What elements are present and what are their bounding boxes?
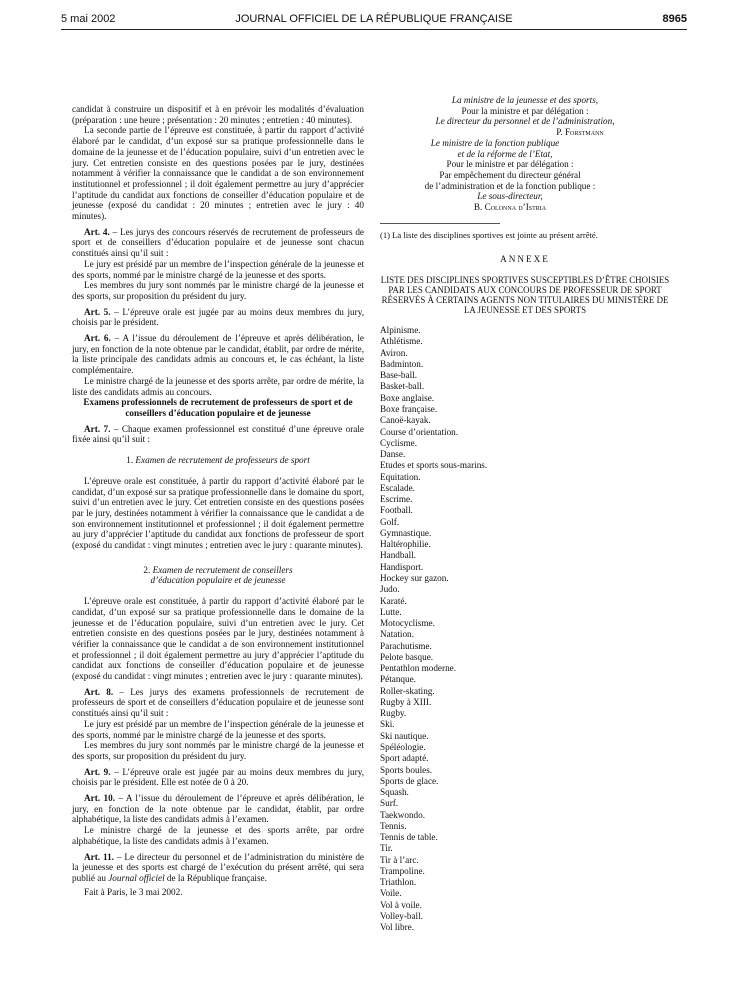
right-column: [380, 95, 670, 943]
discipline-item: Handisport.: [380, 561, 424, 572]
discipline-item: Sport adapté.: [380, 753, 429, 764]
signature-line: Par empêchement du directeur général: [439, 169, 581, 180]
discipline-item: Motocyclisme.: [380, 618, 435, 629]
page-header: [61, 13, 687, 29]
discipline-item: Ski.: [380, 719, 395, 730]
article-label: Art. 7.: [84, 423, 111, 434]
discipline-item: Canoë-kayak.: [380, 415, 431, 426]
discipline-item: Squash.: [380, 787, 409, 798]
article-label: Art. 6.: [84, 333, 111, 344]
discipline-item: Pentathlon moderne.: [380, 663, 457, 674]
article-text: – Chaque examen professionnel est constitué d’une épreuve orale fixée ainsi qu’il suit :: [72, 423, 364, 445]
article-label: Art. 11.: [84, 851, 114, 862]
page-number: 8965: [662, 13, 687, 25]
signature-line: de l’administration et de la fonction publique :: [424, 180, 596, 191]
discipline-item: Alpinisme.: [380, 325, 421, 336]
article-text: – L’épreuve orale est jugée par au moins deux membres du jury, choisis par le président.: [72, 306, 364, 328]
paragraph: L’épreuve orale est constituée, à partir du rapport d’activité élaboré par le candidat, d’un exposé sur sa pratique professionnelle dans le domaine de la jeunesse et de l’éducation populaire, suivi d’un entretien avec le jury. Cet entretien consiste en des questions posées par le jury, destinées notamment à vérifier la connaissance que le candidat a de son environnement institutionnel et professionnel ; il doit également permettre au jury d’apprécier l’aptitude du candidat aux fonctions de conseiller d’éducation populaire et de jeunesse (exposé du candidat : vingt minutes ; entretien avec le jury : quarante minutes).: [72, 596, 364, 682]
discipline-item: Ski nautique.: [380, 730, 429, 741]
discipline-item: Roller-skating.: [380, 685, 435, 696]
discipline-item: Sports de glace.: [380, 775, 439, 786]
footnote-rule: [380, 223, 598, 241]
discipline-item: Lutte.: [380, 606, 402, 617]
discipline-item: Tir.: [380, 843, 393, 854]
discipline-item: Boxe française.: [380, 404, 438, 414]
discipline-item: Badminton.: [380, 358, 424, 369]
article-text: – Les jurys des concours réservés de recrutement de professeurs de sport et de conseillers d’éducation populaire et de jeunesse sont chacun constitués ainsi qu’il suit :: [72, 226, 364, 259]
discipline-item: Escalade.: [380, 482, 415, 493]
discipline-item: Course d’orientation.: [380, 426, 459, 437]
article-11: [72, 852, 364, 884]
discipline-item: Triathlon.: [380, 877, 417, 888]
article-8: [72, 687, 364, 719]
discipline-list: [380, 325, 670, 933]
article-6: [72, 333, 364, 376]
subsection-number: 1.: [126, 455, 134, 466]
journal-reference: Journal officiel: [108, 873, 165, 883]
discipline-item: Golf.: [380, 516, 400, 527]
article-text: – L’épreuve orale est jugée par au moins deux membres du jury, choisis par le président. Elle est notée de 0 à 20.: [72, 766, 364, 788]
discipline-item: Vol libre.: [380, 922, 415, 933]
subsection-number: 2.: [143, 564, 151, 575]
discipline-item: Basket-ball.: [380, 381, 425, 392]
discipline-item: Cyclisme.: [380, 437, 418, 448]
paragraph: La seconde partie de l’épreuve est constituée, à partir du rapport d’activité élaboré par le candidat, d’un exposé sur sa pratique professionnelle dans le domaine de la jeunesse et de l’éducation populaire, suivi d’un entretien avec le jury. Cet entretien consiste en des questions posées par le jury, destinées notamment à vérifier la connaissance que le candidat a de son environnement institutionnel et professionnel ; il doit également permettre au jury d’apprécier l’aptitude du candidat aux fonctions de conseiller d’éducation populaire et de jeunesse (exposé du candidat : 20 minutes ; entretien avec le jury : 40 minutes).: [72, 125, 364, 222]
discipline-item: Equitation.: [380, 471, 421, 482]
discipline-item: Pelote basque.: [380, 651, 434, 662]
discipline-item: Spéléologie.: [380, 741, 426, 752]
paragraph: candidat à construire un dispositif et à en prévoir les modalités d’évaluation (préparation : une heure ; présentation : 20 minutes ; entretien : 40 minutes).: [72, 104, 364, 125]
annex-heading: ANNEXE: [500, 254, 550, 265]
discipline-item: Judo.: [380, 584, 400, 595]
discipline-item: Natation.: [380, 629, 414, 640]
subsection-title: Examen de recrutement de conseillers d’éducation populaire et de jeunesse: [150, 564, 293, 586]
article-text: – A l’issue du déroulement de l’épreuve et après délibération, le jury, en fonction de la note obtenue par le candidat, établit, par ordre de mérite, la liste principale des candidats admis au concours et, le cas échéant, la liste complémentaire.: [72, 333, 364, 376]
discipline-item: Hockey sur gazon.: [380, 572, 449, 583]
discipline-item: Athlétisme.: [380, 336, 423, 347]
paragraph: L’épreuve orale est constituée, à partir du rapport d’activité élaboré par le candidat, d’un exposé sur sa pratique professionnelle dans le domaine du sport, suivi d’un entretien avec le jury. Cet entretien consiste en des questions posées par le jury, destinées notamment à vérifier la connaissance que le candidat a de son environnement institutionnel et professionnel ; il doit également permettre au jury d’apprécier l’aptitude du candidat aux fonctions de professeur de sport (exposé du candidat : vingt minutes ; entretien avec le jury : quarante minutes).: [72, 475, 364, 551]
discipline-item: Rugby.: [380, 708, 407, 719]
discipline-item: Handball.: [380, 550, 416, 561]
discipline-item: Haltérophilie.: [380, 539, 431, 550]
subsection-title: Examen de recrutement de professeurs de sport: [135, 455, 310, 466]
subsection-2-title: [72, 565, 364, 586]
paragraph: Les membres du jury sont nommés par le ministre chargé de la jeunesse et des sports, sur proposition du président du jury.: [72, 740, 364, 761]
signatory: B. Colonna d’Istria: [473, 202, 547, 213]
footnote: (1) La liste des disciplines sportives est jointe au présent arrêté.: [380, 229, 598, 240]
signature-title: et de la réforme de l’Etat,: [457, 148, 553, 159]
article-label: Art. 10.: [84, 793, 115, 804]
discipline-item: Boxe anglaise.: [380, 392, 435, 403]
discipline-item: Trampoline.: [380, 865, 425, 876]
discipline-item: Football.: [380, 505, 413, 516]
discipline-item: Tennis.: [380, 820, 407, 831]
discipline-item: Rugby à XIII.: [380, 696, 432, 707]
discipline-item: Aviron.: [380, 347, 408, 358]
header-rule: [61, 29, 687, 30]
signature-title: Le directeur du personnel et de l’administration,: [435, 116, 615, 127]
paragraph: Les membres du jury sont nommés par le ministre chargé de la jeunesse et des sports, sur proposition du président du jury.: [72, 280, 364, 301]
discipline-item: Tir à l’arc.: [380, 854, 419, 865]
section-title: Examens professionnels de recrutement de professeurs de sport et de conseillers d’éducation populaire et de jeunesse: [83, 397, 353, 418]
publication-date: 5 mai 2002: [61, 13, 116, 25]
article-label: Art. 4.: [84, 226, 110, 237]
signatory-name: [380, 127, 670, 138]
paragraph: Le ministre chargé de la jeunesse et des sports arrête, par ordre de mérite, la liste des candidats admis au concours.: [72, 375, 364, 397]
article-4: [72, 227, 364, 259]
discipline-item: Surf.: [380, 798, 399, 809]
signature-title: Le sous-directeur,: [477, 191, 543, 202]
article-7: [72, 424, 364, 445]
discipline-item: Tennis de table.: [380, 832, 438, 843]
article-text: – Le directeur du personnel et de l’administration du ministère de la jeunesse et des sports est chargé de l’exécution du présent arrêté, qui sera publié au: [72, 851, 365, 883]
annex-title: LISTE DES DISCIPLINES SPORTIVES SUSCEPTIBLES D’ÊTRE CHOISIES PAR LES CANDIDATS AUX CONCOURS DE PROFESSEUR DE SPORT RÉSERVÉS À CERTAINS AGENTS NON TITULAIRES DU MINISTÈRE DE LA JEUNESSE ET DES SPORTS: [380, 275, 670, 316]
paragraph: Le jury est présidé par un membre de l’inspection générale de la jeunesse et des sports, nommé par le ministre chargé de la jeunesse et des sports.: [72, 258, 364, 280]
discipline-item: Karaté.: [380, 595, 407, 606]
signature-title: Le ministre de la fonction publique: [430, 137, 560, 148]
discipline-item: Voile.: [380, 888, 402, 899]
article-9: [72, 767, 364, 788]
signatory: P. Forstmann: [556, 127, 604, 138]
discipline-item: Sports boules.: [380, 764, 433, 775]
article-text: – A l’issue du déroulement de l’épreuve et après délibération, le jury, en fonction de la note obtenue par le candidat, établit, par ordre alphabétique, la liste des candidats admis à l’examen.: [72, 793, 364, 825]
journal-title: JOURNAL OFFICIEL DE LA RÉPUBLIQUE FRANÇAISE: [235, 13, 513, 25]
discipline-item: Vol à voile.: [380, 899, 422, 910]
discipline-item: Volley-ball.: [380, 910, 423, 921]
signature-title: La ministre de la jeunesse et des sports,: [451, 95, 599, 105]
article-5: [72, 307, 364, 328]
discipline-item: Gymnastique.: [380, 527, 432, 538]
signature-line: Pour le ministre et par délégation :: [446, 159, 574, 170]
article-label: Art. 9.: [84, 766, 111, 777]
discipline-item: Base-ball.: [380, 370, 417, 381]
discipline-item: Etudes et sports sous-marins.: [380, 460, 488, 471]
article-label: Art. 8.: [84, 686, 114, 697]
paragraph: Le jury est présidé par un membre de l’inspection générale de la jeunesse et des sports, nommé par le ministre chargé de la jeunesse et des sports.: [72, 718, 364, 740]
discipline-item: Taekwondo.: [380, 809, 426, 820]
discipline-item: Danse.: [380, 449, 406, 460]
closing-line: Fait à Paris, le 3 mai 2002.: [84, 886, 183, 897]
subsection-1-title: [72, 455, 364, 466]
paragraph: Le ministre chargé de la jeunesse et des sports arrête, par ordre alphabétique, la liste des candidats admis à l’examen.: [72, 825, 364, 846]
article-label: Art. 5.: [84, 306, 111, 317]
discipline-item: Pétanque.: [380, 674, 416, 685]
article-text: – Les jurys des examens professionnels de recrutement de professeurs de sport et de conseillers d’éducation populaire et de jeunesse sont constitués ainsi qu’il suit :: [72, 686, 364, 719]
discipline-item: Escrime.: [380, 494, 413, 505]
signature-line: Pour la ministre et par délégation :: [461, 105, 589, 116]
left-column: [72, 104, 364, 897]
discipline-item: Parachutisme.: [380, 640, 432, 651]
signatory-name: [380, 202, 670, 213]
article-text: de la République française.: [164, 873, 267, 883]
article-10: [72, 793, 364, 825]
